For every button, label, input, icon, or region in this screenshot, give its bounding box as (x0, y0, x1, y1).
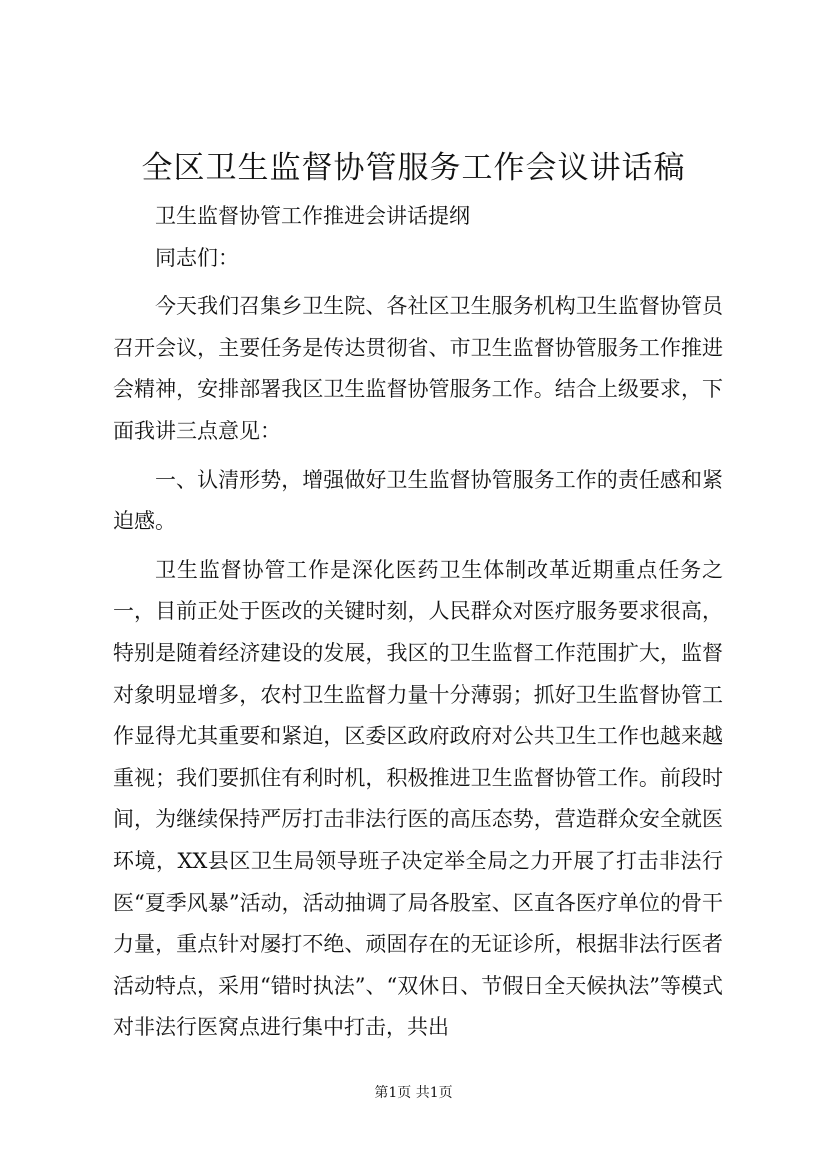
document-body (113, 196, 723, 1049)
salutation: 同志们： (155, 245, 239, 270)
page-footer: 第1页 共1页 (374, 1085, 453, 1101)
section-heading-1: 一、认清形势，增强做好卫生监督协管服务工作的责任感和紧迫感。 (113, 467, 723, 534)
spacer (113, 543, 723, 550)
document-subtitle: 卫生监督协管工作推进会讲话提纲 (155, 204, 470, 228)
document-title: 全区卫生监督协管服务工作会议讲话稿 (141, 150, 686, 186)
paragraph-intro: 今天我们召集乡卫生院、各社区卫生服务机构卫生监督协管员召开会议，主要任务是传达贯彻省、市卫生监督协管服务工作推进会精神，安排部署我区卫生监督协管服务工作。结合上级要求，下面我讲三点意见： (113, 294, 723, 443)
spacer (113, 453, 723, 460)
spacer (113, 279, 723, 286)
paragraph-body: 卫生监督协管工作是深化医药卫生体制改革近期重点任务之一，目前正处于医改的关键时刻，人民群众对医疗服务要求很高，特别是随着经济建设的发展，我区的卫生监督工作范围扩大，监督对象明显增多，农村卫生监督力量十分薄弱；抓好卫生监督协管工作显得尤其重要和紧迫，区委区政府政府对公共卫生工作也越来越重视；我们要抓住有利时机，积极推进卫生监督协管工作。前段时间，为继续保持严厉打击非法行医的高压态势，营造群众安全就医环境，XX县区卫生局领导班子决定举全局之力开展了打击非法行医“夏季风暴”活动，活动抽调了局各股室、区直各医疗单位的骨干力量，重点针对屡打不绝、顽固存在的无证诊所，根据非法行医者活动特点，采用“错时执法”、“双休日、节假日全天候执法”等模式对非法行医窝点进行集中打击，共出 (113, 557, 723, 1040)
